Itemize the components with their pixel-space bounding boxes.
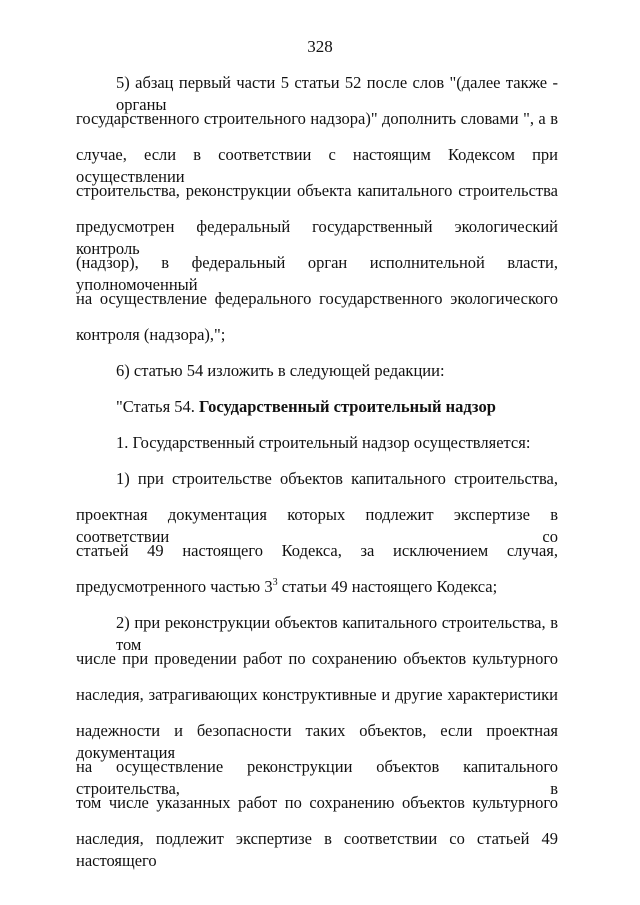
text-line: 6) статью 54 изложить в следующей редакции: — [116, 361, 445, 380]
text-fragment: предусмотренного частью 3 — [76, 577, 273, 596]
text-line: 1) при строительстве объектов капитального строительства, — [116, 469, 558, 488]
text-line: случае, если в соответствии с настоящим Кодексом при осуществлении — [76, 145, 558, 186]
text-line: надежности и безопасности таких объектов, если проектная документация — [76, 721, 558, 762]
text-fragment: статьи 49 настоящего Кодекса; — [277, 577, 498, 596]
text-line: государственного строительного надзора)" дополнить словами ", а в — [76, 109, 558, 128]
text-line: 1. Государственный строительный надзор осуществляется: — [116, 433, 531, 452]
text-line — [76, 576, 558, 598]
text-line: том числе указанных работ по сохранению объектов культурного — [76, 793, 558, 812]
superscript: 3 — [272, 576, 278, 588]
article-heading — [116, 396, 558, 418]
text-line: проектная документация которых подлежит экспертизе в соответствии со — [76, 505, 558, 546]
text-line: статьей 49 настоящего Кодекса, за исключением случая, — [76, 541, 558, 560]
text-line: строительства, реконструкции объекта капитального строительства — [76, 181, 558, 200]
text-line: числе при проведении работ по сохранению объектов культурного — [76, 649, 558, 668]
text-line: на осуществление реконструкции объектов капитального строительства, в — [76, 757, 558, 798]
text-line: 2) при реконструкции объектов капитального строительства, в том — [116, 613, 558, 654]
text-line: (надзор), в федеральный орган исполнительной власти, уполномоченный — [76, 253, 558, 294]
text-line: 5) абзац первый части 5 статьи 52 после слов "(далее также - органы — [116, 73, 558, 114]
page-number: 328 — [307, 37, 333, 56]
text-line: наследия, затрагивающих конструктивные и другие характеристики — [76, 685, 558, 704]
text-line: контроля (надзора),"; — [76, 325, 226, 344]
article-heading-number: "Статья 54. — [116, 397, 200, 416]
text-line: наследия, подлежит экспертизе в соответствии со статьей 49 настоящего — [76, 829, 558, 870]
text-line: на осуществление федерального государственного экологического — [76, 289, 558, 308]
article-heading-title: Государственный строительный надзор — [199, 397, 496, 416]
text-line: предусмотрен федеральный государственный экологический контроль — [76, 217, 558, 258]
